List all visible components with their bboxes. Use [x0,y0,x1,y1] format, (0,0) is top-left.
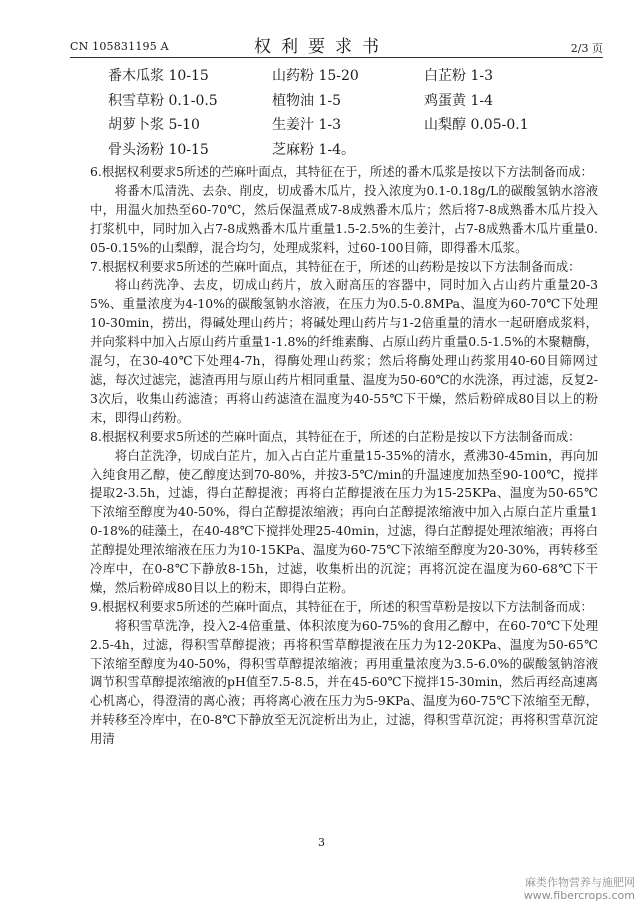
ingredient-row [108,89,588,114]
claim-7-heading: 7.根据权利要求5所述的苎麻叶面点，其特征在于，所述的山药粉是按以下方法制备而成： [90,258,581,274]
claim-9-heading: 9.根据权利要求5所述的苎麻叶面点，其特征在于，所述的积雪草粉是按以下方法制备而成： [90,598,593,614]
page-number: 3 [318,836,325,849]
claim-7-method: 将山药洗净、去皮，切成山药片，放入耐高压的容器中，同时加入占山药片重量20-35%、重量浓度为4-10%的碳酸氢钠水溶液，在压力为0.5-0.8MPa、温度为60-70℃下处理10-30min，捞出，得碱处理山药片；将碱处理山药片与1-2倍重量的清水一起研磨成浆料，并向浆料中加入占原山药片重量1-1.8%的纤维素酶、占原山药片重量0.5-1.5%的木聚糖酶，混匀，在30-40℃下处理4-7h，得酶处理山药浆；然后将酶处理山药浆用40-60目筛网过滤，每次过滤完，滤渣再用与原山药片相同重量、温度为50-60℃的水洗涤，再过滤，反复2-3次后，收集山药滤渣；再将山药滤渣在温度为40-55℃下干燥，然后粉碎成80目以上的粉末，即得山药粉。 [90,277,598,425]
claim-6-heading: 6.根据权利要求5所述的苎麻叶面点，其特征在于，所述的番木瓜浆是按以下方法制备而成： [90,164,593,179]
claims-body [90,163,598,749]
ingredient-item: 白芷粉 1-3 [424,68,493,84]
site-watermark [524,876,635,902]
claim-8-method: 将白芷洗净，切成白芷片，加入占白芷片重量15-35%的清水，煮沸30-45min，再向加入纯食用乙醇，使乙醇度达到70-80%，并按3-5℃/min的升温速度加热至90-100℃，搅拌提取2-3.5h，过滤，得白芷醇提液；再将白芷醇提液在压力为15-25KPa、温度为50-65℃下浓缩至醇度为40-50%，得白芷醇提浓缩液；再向白芷醇提浓缩液中加入占原白芷片重量10-18%的硅藻土，在40-48℃下搅拌处理25-40min，过滤，得白芷醇提处理浓缩液；再将白芷醇提处理浓缩液在压力为10-15KPa、温度为60-75℃下浓缩至醇度为20-30%，再转移至冷库中，在0-8℃下静放8-15h，过滤，收集析出的沉淀；再将沉淀在温度为60-68℃下干燥，然后粉碎成80目以上的粉末，即得白芷粉。 [90,447,598,595]
claim-6-method: 将番木瓜清洗、去杂、削皮，切成番木瓜片，投入浓度为0.1-0.18g/L的碳酸氢钠水溶液中，用温火加热至60-70℃，然后保温煮成7-8成熟番木瓜片；然后将7-8成熟番木瓜片投入打浆机中，同时加入占7-8成熟番木瓜片重量1.5-2.5%的生姜汁，占7-8成熟番木瓜片重量0.05-0.15%的山梨醇，混合均匀，处理成浆料，过60-100目筛，即得番木瓜浆。 [90,182,598,255]
ingredient-item: 骨头汤粉 10-15 [108,141,209,158]
ingredient-row [108,64,588,89]
ingredient-item: 芝麻粉 1-4。 [272,141,355,158]
ingredient-item: 番木瓜浆 10-15 [108,68,209,84]
watermark-url: www.fibercrops.com [523,889,635,902]
ingredient-item: 生姜汁 1-3 [272,117,341,133]
ingredient-item: 山梨醇 0.05-0.1 [424,117,529,133]
ingredient-item: 胡萝卜浆 5-10 [108,117,200,133]
ingredient-row [108,113,588,138]
page-indicator: 2/3 页 [570,42,603,55]
patent-number: CN 105831195 A [70,40,169,53]
ingredient-list [108,64,588,162]
ingredient-row [108,138,588,163]
document-title: 权利要求书 [254,37,389,57]
claim-8-heading: 8.根据权利要求5所述的苎麻叶面点，其特征在于，所述的白芷粉是按以下方法制备而成： [90,428,581,444]
ingredient-item: 植物油 1-5 [272,92,341,109]
ingredient-item: 山药粉 15-20 [272,68,359,84]
ingredient-item: 积雪草粉 0.1-0.5 [108,92,218,109]
header-divider [70,57,603,58]
claim-9-method: 将积雪草洗净，投入2-4倍重量、体积浓度为60-75%的食用乙醇中，在60-70℃下处理2.5-4h，过滤，得积雪草醇提液；再将积雪草醇提液在压力为12-20KPa、温度为50-65℃下浓缩至醇度为40-50%，得积雪草醇提浓缩液；再用重量浓度为3.5-6.0%的碳酸氢钠溶液调节积雪草醇提浓缩液的pH值至7.5-8.5，并在45-60℃下搅拌15-30min，然后再经高速离心机离心，得澄清的离心液；再将离心液在压力为5-9KPa、温度为60-75℃下浓缩至无醇，并转移至冷库中，在0-8℃下静放至无沉淀析出为止，过滤，得积雪草沉淀；再将积雪草沉淀用清 [90,617,598,747]
page-header [0,0,643,60]
watermark-name: 麻类作物营养与施肥网 [525,876,635,889]
ingredient-item: 鸡蛋黄 1-4 [424,92,493,109]
